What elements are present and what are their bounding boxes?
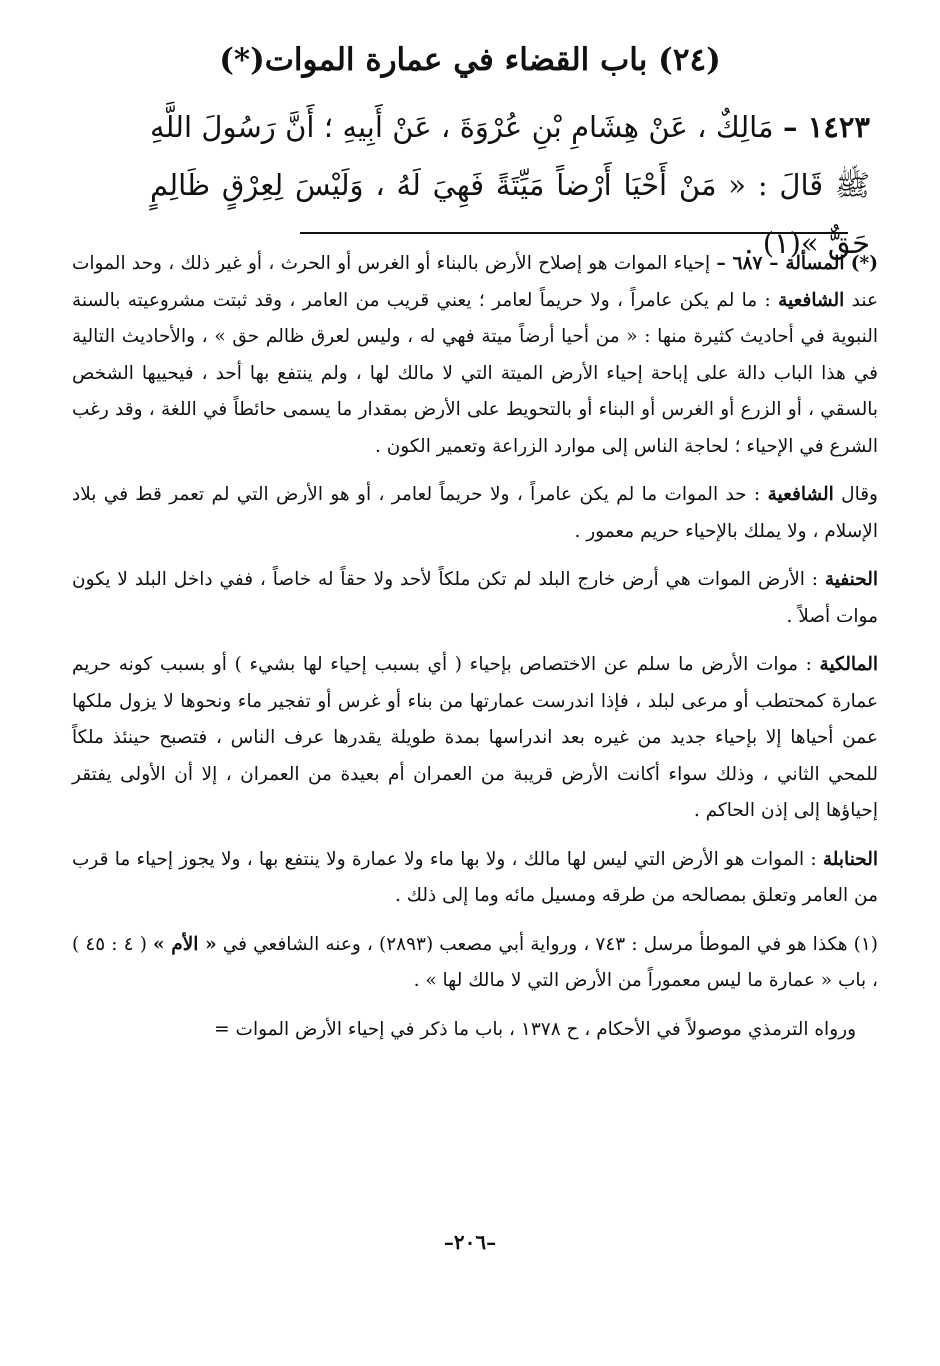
- footnote-1-text: هكذا هو في الموطأ مرسل : ٧٤٣ ، ورواية أبي مصعب (٢٨٩٣) ، وعنه الشافعي في: [222, 933, 848, 955]
- shafii-label: الشافعية: [778, 289, 845, 311]
- note-shafii-prefix: وقال: [841, 484, 878, 505]
- note-hanafi: [72, 562, 878, 635]
- note-maliki: [72, 647, 878, 830]
- footnote-divider: [300, 232, 848, 234]
- page-number: –٢٠٦–: [443, 1230, 497, 1254]
- footnote-1-marker: (١): [853, 933, 878, 955]
- note-hanbali-text: : الموات هو الأرض التي ليس لها مالك ، ولا بها ماء ولا عمارة ولا ينتفع بها ، ولا يجوز إحياء ما قرب من العامر وتعلق بمصالحه من طرقه ومسيل مائه وما إلى ذلك .: [72, 848, 878, 906]
- note-hanafi-label: الحنفية: [824, 569, 878, 590]
- footnote-1-continuation: ورواه الترمذي موصولاً في الأحكام ، ح ١٣٧٨ ، باب ما ذكر في إحياء الأرض الموات =: [214, 1018, 856, 1040]
- note-maliki-text: : موات الأرض ما سلم عن الاختصاص بإحياء ( أي بسبب إحياء لها بشيء ) أو بسبب كونه حريم عمارة كمحتطب أو مرعى لبلد ، فإذا اندرست عمارتها من بناء أو غرس أو تفجير ماء ونحوها لا يزول ملكها عمن أحياها إلا بإحياء جديد من غيره بعد اندراسها بمدة طويلة يقدرها عرف الناس ، فتصبح حينئذ ملكاً للمحي الثاني ، وذلك سواء أكانت الأرض قريبة من العمران أم بعيدة من العمران ، إلا أن الأولى يفتقر إحياؤها إلى إذن الحاكم .: [72, 654, 878, 821]
- note-hanafi-text: : الأرض الموات هي أرض خارج البلد لم تكن ملكاً لأحد ولا حقاً له خاصاً ، ففي داخل البلد لا يكون موات أصلاً .: [72, 569, 878, 627]
- hadith-number: ١٤٢٣ –: [782, 110, 870, 144]
- hadith-text: مَالِكٌ ، عَنْ هِشَامِ بْنِ عُرْوَةَ ، عَنْ أَبِيهِ ؛ أَنَّ رَسُولَ اللَّهِ ﷺ قَالَ : « مَنْ أَحْيَا أَرْضاً مَيِّتَةً فَهِيَ لَهُ ، وَلَيْسَ لِعِرْقٍ ظَالِمٍ حَقٌّ »(١) .: [150, 110, 870, 260]
- footnote-1: [72, 927, 878, 1000]
- footnote-1-text-2: ( ٤ : ٤٥ ) ، باب « عمارة ما ليس معموراً من الأرض التي لا مالك لها » .: [72, 933, 878, 991]
- note-shafii-label: الشافعية: [767, 484, 834, 505]
- note-intro: [72, 246, 878, 465]
- issue-label: المسألة – ٦٨٧ –: [716, 253, 845, 274]
- note-hanbali-label: الحنابلة: [822, 848, 878, 870]
- note-intro-text: إحياء الموات هو إصلاح الأرض بالبناء أو الغرس أو الحرث ، أو غير ذلك ، وحد الموات عند: [72, 253, 878, 311]
- footnotes: [72, 246, 878, 1060]
- note-shafii-text: : حد الموات ما لم يكن عامراً ، ولا حريماً لعامر ، أو هو الأرض التي لم تعمر قط في بلاد الإسلام ، ولا يملك بالإحياء حريم معمور .: [72, 484, 878, 542]
- note-marker: (*): [850, 253, 878, 274]
- note-shafii: [72, 477, 878, 550]
- footnote-1-book: « الأم »: [153, 933, 217, 955]
- chapter-title: (٢٤) باب القضاء في عمارة الموات(*): [219, 42, 721, 78]
- note-hanbali: [72, 842, 878, 915]
- note-maliki-label: المالكية: [819, 654, 878, 675]
- note-intro-text-2: : ما لم يكن عامراً ، ولا حريماً لعامر ؛ يعني قريب من العامر ، وقد ثبتت مشروعيته بالسنة النبوية في أحاديث كثيرة منها : « من أحيا أرضاً ميتة فهي له ، وليس لعرق ظالم حق » ، والأحاديث التالية في هذا الباب دالة على إباحة إحياء الأرض الميتة التي لا مالك لها ، ولم ينتفع بها أحد ، فيحييها الشخص بالسقي ، أو الزرع أو الغرس أو البناء أو بالتحويط على الأرض بمقدار ما يسمى حائطاً في اللغة ، وقد رغب الشرع في الإحياء ؛ لحاجة الناس إلى موارد الزراعة وتعمير الكون .: [72, 289, 878, 457]
